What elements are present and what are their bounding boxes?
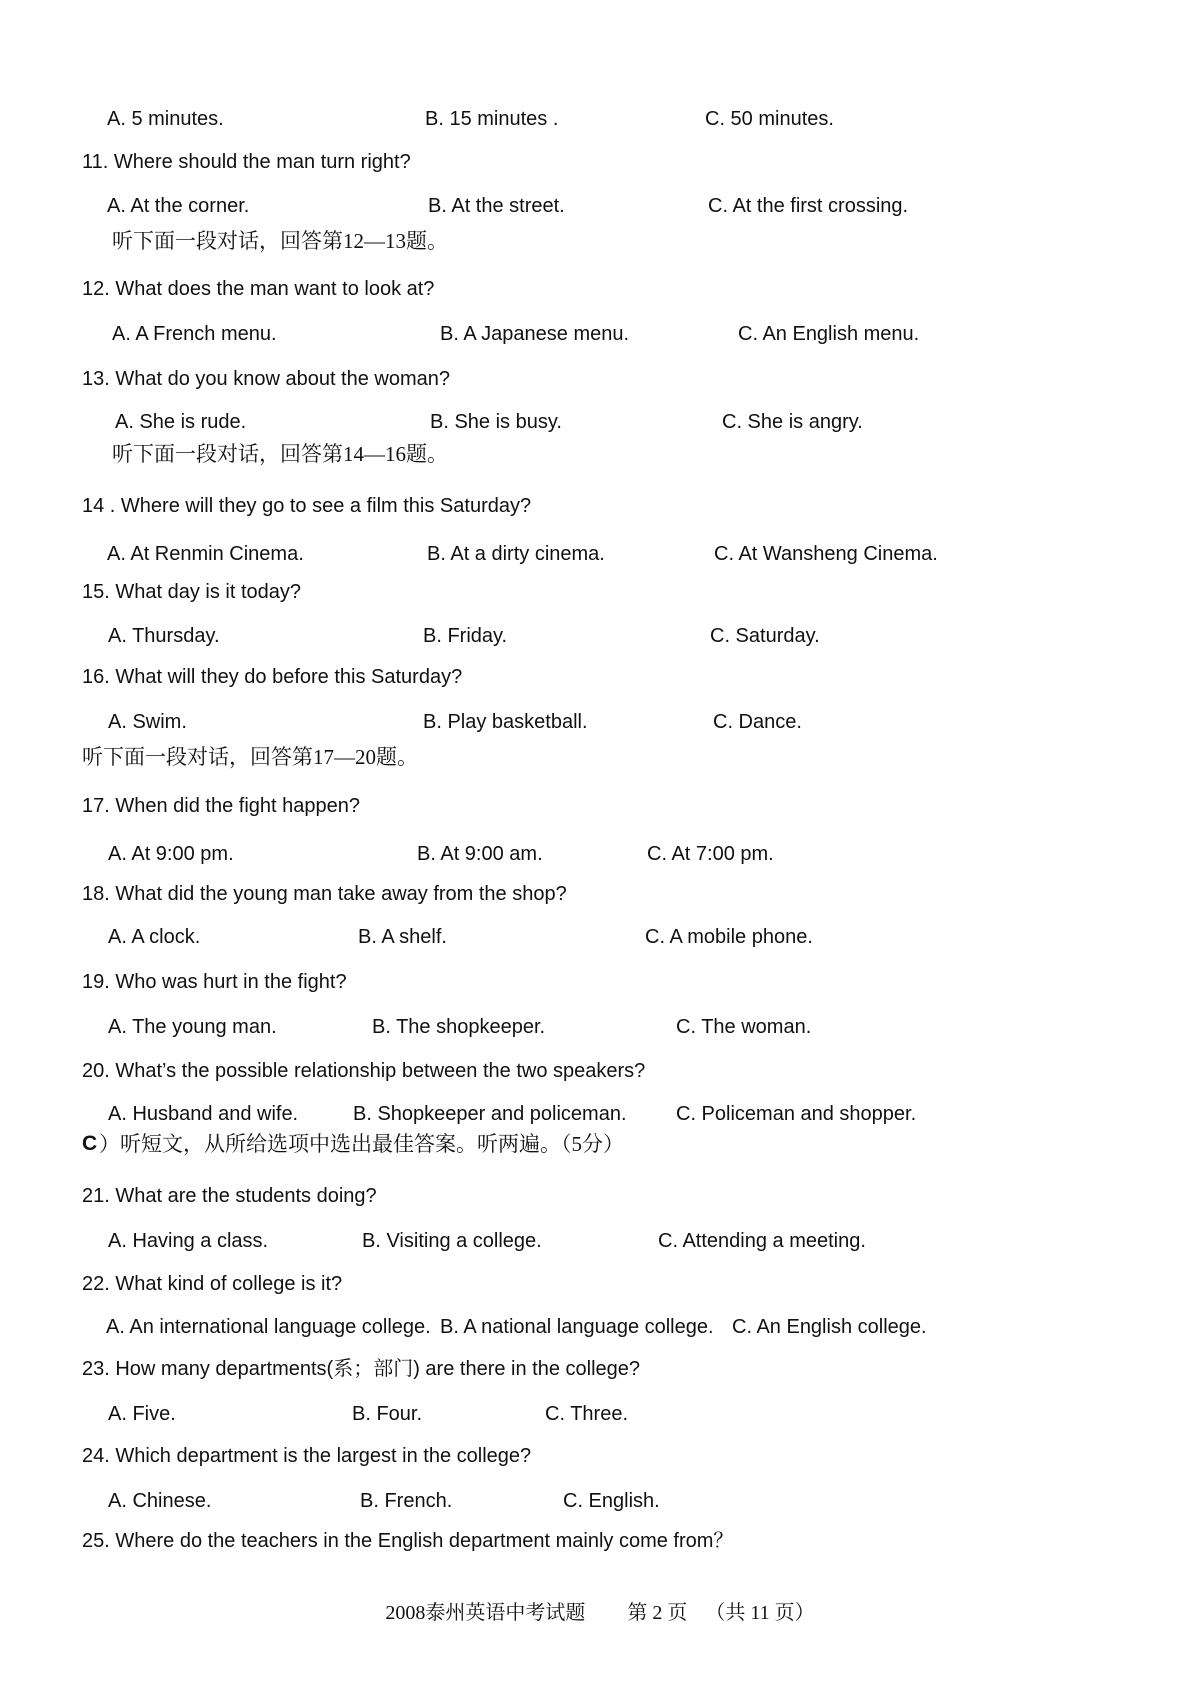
section-c-header xyxy=(0,1131,1200,1159)
option-c: C. Policeman and shopper. xyxy=(676,1103,917,1125)
option-b: B. A national language college. xyxy=(440,1316,714,1338)
question-line xyxy=(0,881,1200,909)
option-a: A. Chinese. xyxy=(108,1490,212,1512)
question-line xyxy=(0,493,1200,521)
option-b: B. 15 minutes . xyxy=(425,108,559,130)
option-a: A. 5 minutes. xyxy=(107,108,224,130)
options-row xyxy=(0,924,1200,952)
options-row xyxy=(0,841,1200,869)
option-a: A. Five. xyxy=(108,1403,176,1425)
options-row xyxy=(0,1488,1200,1516)
option-a: A. At Renmin Cinema. xyxy=(107,543,304,565)
option-c: C. Dance. xyxy=(713,711,802,733)
footer-page-total: （共 11 页） xyxy=(705,1602,815,1624)
options-row xyxy=(0,106,1200,134)
option-c: C. English. xyxy=(563,1490,660,1512)
option-b: B. At 9:00 am. xyxy=(417,843,543,865)
question-text: 14 . Where will they go to see a film this Saturday? xyxy=(82,495,532,517)
direction-text: 听下面一段对话，回答第12—13题。 xyxy=(112,229,448,253)
option-c: C. The woman. xyxy=(676,1016,812,1038)
option-b: B. Shopkeeper and policeman. xyxy=(353,1103,627,1125)
option-b: B. A Japanese menu. xyxy=(440,323,630,345)
question-line xyxy=(0,276,1200,304)
option-a: A. Thursday. xyxy=(108,625,220,647)
options-row xyxy=(0,1228,1200,1256)
option-c: C. 50 minutes. xyxy=(705,108,834,130)
question-line xyxy=(0,1271,1200,1299)
direction-text: 听下面一段对话，回答第17—20题。 xyxy=(82,745,418,769)
question-line xyxy=(0,793,1200,821)
option-c: C. An English menu. xyxy=(738,323,920,345)
option-a: A. A clock. xyxy=(108,926,201,948)
direction-line xyxy=(0,744,1200,772)
question-text: 13. What do you know about the woman? xyxy=(82,368,451,390)
section-instruction: ）听短文，从所给选项中选出最佳答案。听两遍。（5分） xyxy=(99,1132,624,1156)
question-text: 19. Who was hurt in the fight? xyxy=(82,971,347,993)
option-b: B. Visiting a college. xyxy=(362,1230,542,1252)
footer-exam-title: 2008泰州英语中考试题 xyxy=(385,1602,586,1624)
option-c: C. She is angry. xyxy=(722,411,863,433)
option-b: B. At the street. xyxy=(428,195,565,217)
footer-page-number: 第 2 页 xyxy=(627,1602,688,1624)
options-row xyxy=(0,1014,1200,1042)
option-b: B. Friday. xyxy=(423,625,508,647)
question-text: 20. What’s the possible relationship between the two speakers? xyxy=(82,1060,646,1082)
option-c: C. An English college. xyxy=(732,1316,927,1338)
option-b: B. The shopkeeper. xyxy=(372,1016,546,1038)
option-b: B. At a dirty cinema. xyxy=(427,543,605,565)
question-text: 22. What kind of college is it? xyxy=(82,1273,343,1295)
options-row xyxy=(0,1401,1200,1429)
question-text: 21. What are the students doing? xyxy=(82,1185,377,1207)
direction-line xyxy=(0,441,1200,469)
option-c: C. Three. xyxy=(545,1403,628,1425)
question-text: 16. What will they do before this Saturday? xyxy=(82,666,463,688)
option-a: A. At the corner. xyxy=(107,195,250,217)
option-a: A. Swim. xyxy=(108,711,187,733)
option-a: A. Having a class. xyxy=(108,1230,269,1252)
question-text: 12. What does the man want to look at? xyxy=(82,278,435,300)
option-a: A. At 9:00 pm. xyxy=(108,843,234,865)
options-row xyxy=(0,623,1200,651)
options-row xyxy=(0,321,1200,349)
options-row xyxy=(0,193,1200,221)
question-line xyxy=(0,1058,1200,1086)
question-text: 23. How many departments(系；部门) are there in the college? xyxy=(82,1358,641,1380)
question-line xyxy=(0,579,1200,607)
question-line xyxy=(0,366,1200,394)
option-a: A. Husband and wife. xyxy=(108,1103,299,1125)
options-row xyxy=(0,409,1200,437)
option-b: B. A shelf. xyxy=(358,926,447,948)
option-c: C. A mobile phone. xyxy=(645,926,813,948)
question-line xyxy=(0,1443,1200,1471)
option-a: A. An international language college. xyxy=(106,1316,431,1338)
option-b: B. Four. xyxy=(352,1403,423,1425)
option-a: A. She is rude. xyxy=(115,411,247,433)
option-c: C. Saturday. xyxy=(710,625,820,647)
question-text: 15. What day is it today? xyxy=(82,581,302,603)
options-row xyxy=(0,1314,1200,1342)
options-row xyxy=(0,1101,1200,1129)
question-line xyxy=(0,1183,1200,1211)
question-line xyxy=(0,149,1200,177)
question-text: 24. Which department is the largest in the college? xyxy=(82,1445,532,1467)
option-a: A. A French menu. xyxy=(112,323,277,345)
question-line xyxy=(0,1356,1200,1384)
option-b: B. Play basketball. xyxy=(423,711,588,733)
question-line xyxy=(0,969,1200,997)
direction-text: 听下面一段对话，回答第14—16题。 xyxy=(112,442,448,466)
question-text: 18. What did the young man take away from the shop? xyxy=(82,883,567,905)
direction-line xyxy=(0,228,1200,256)
question-line xyxy=(0,1528,1200,1556)
option-c: C. Attending a meeting. xyxy=(658,1230,866,1252)
option-a: A. The young man. xyxy=(108,1016,277,1038)
option-c: C. At the first crossing. xyxy=(708,195,909,217)
options-row xyxy=(0,709,1200,737)
option-b: B. She is busy. xyxy=(430,411,562,433)
question-text: 25. Where do the teachers in the English department mainly come from？ xyxy=(82,1530,734,1552)
question-line xyxy=(0,664,1200,692)
question-text: 17. When did the fight happen? xyxy=(82,795,360,817)
option-b: B. French. xyxy=(360,1490,453,1512)
option-c: C. At 7:00 pm. xyxy=(647,843,774,865)
page-footer xyxy=(0,1596,1200,1625)
options-row xyxy=(0,541,1200,569)
option-c: C. At Wansheng Cinema. xyxy=(714,543,938,565)
question-text: 11. Where should the man turn right? xyxy=(82,151,411,173)
section-letter: C xyxy=(82,1132,98,1155)
